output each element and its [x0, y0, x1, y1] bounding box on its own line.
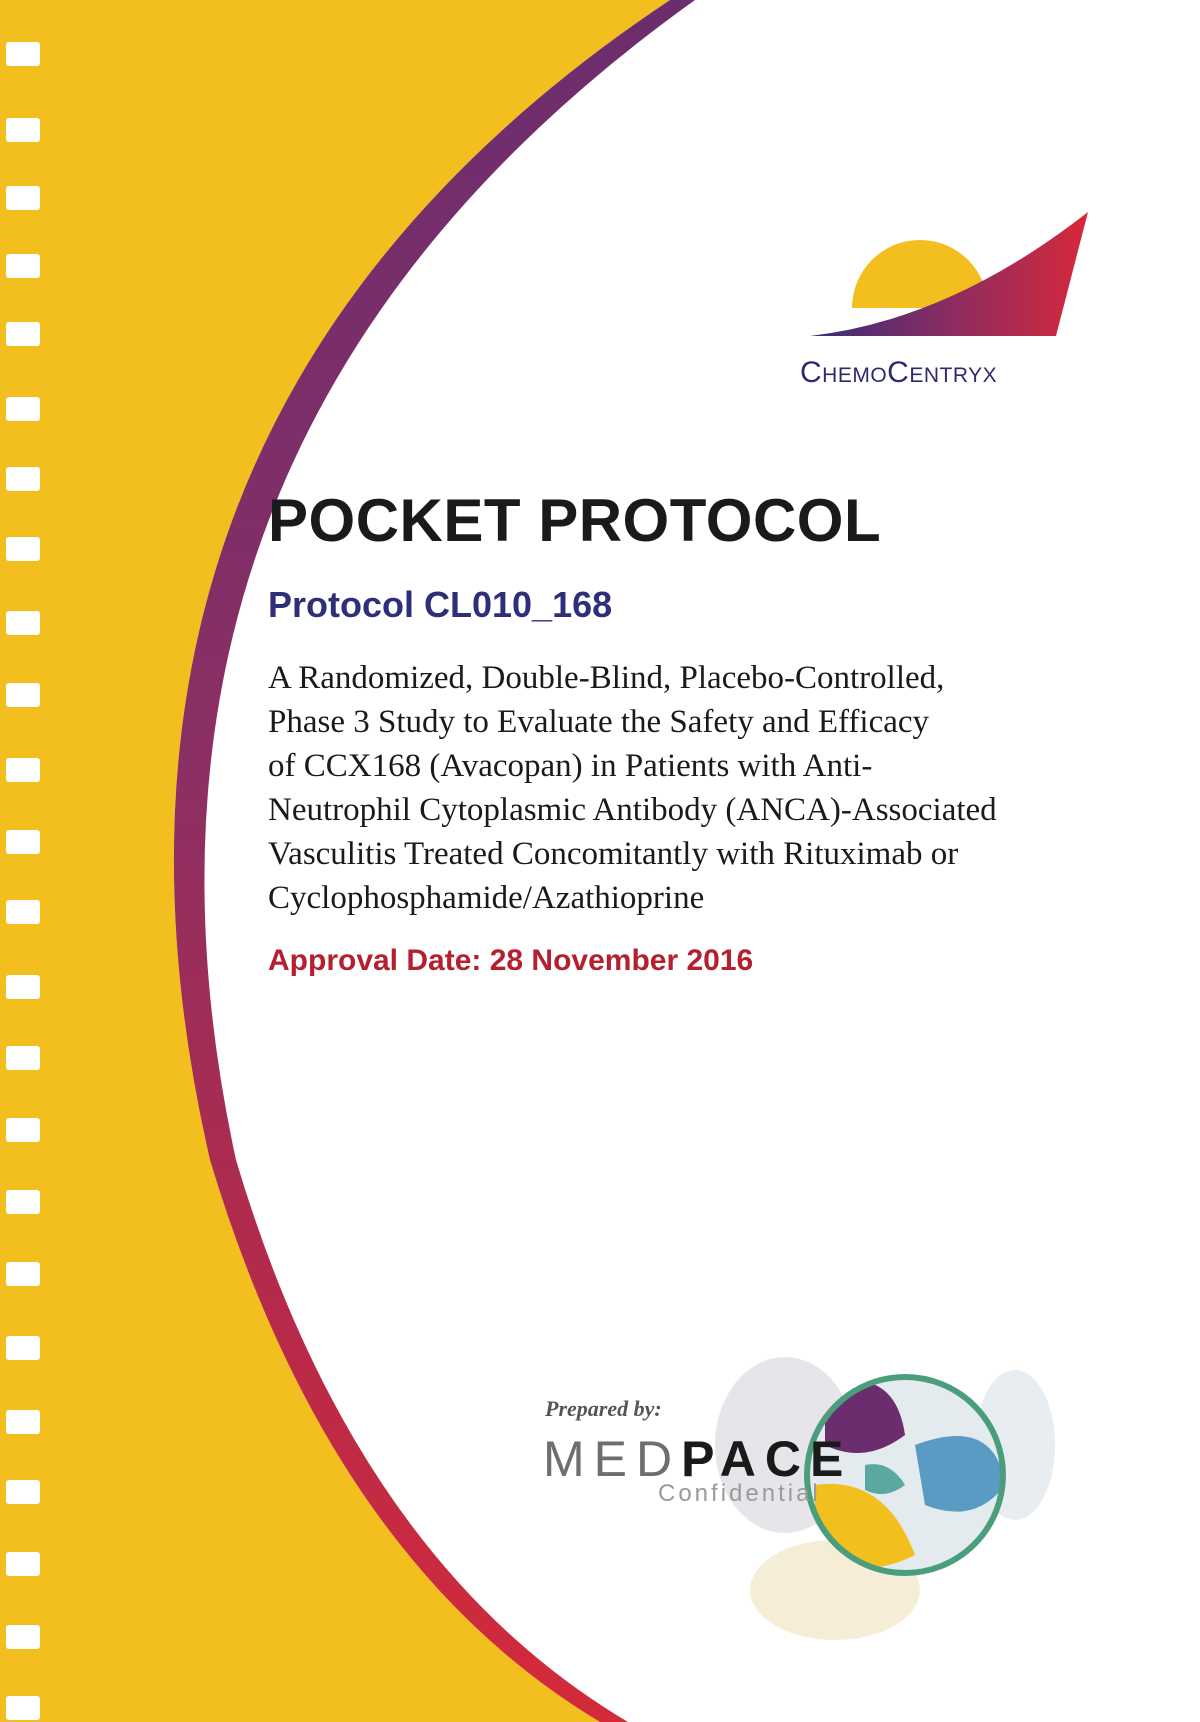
confidential-label: Confidential: [658, 1480, 821, 1507]
chemocentryx-logo-icon: [780, 200, 1100, 350]
chemocentryx-logo: [780, 200, 1100, 400]
page-title: POCKET PROTOCOL: [268, 487, 882, 554]
brand-name: ChemoCentryx: [800, 356, 998, 389]
description-line: Cyclophosphamide/Azathioprine: [268, 880, 705, 916]
medpace-light: MED: [543, 1431, 682, 1487]
approval-date: Approval Date: 28 November 2016: [268, 944, 754, 977]
description-line: Neutrophil Cytoplasmic Antibody (ANCA)-Associated: [268, 792, 997, 828]
prepared-by-label: Prepared by:: [545, 1396, 662, 1421]
study-description: [268, 656, 1088, 920]
binding-holes: [0, 0, 60, 1722]
description-line: Vasculitis Treated Concomitantly with Rituximab or: [268, 836, 959, 872]
protocol-number: Protocol CL010_168: [268, 584, 613, 625]
description-line: A Randomized, Double-Blind, Placebo-Controlled,: [268, 660, 945, 696]
description-line: Phase 3 Study to Evaluate the Safety and Efficacy: [268, 704, 930, 740]
medpace-bold: PACE: [681, 1431, 853, 1487]
description-line: of CCX168 (Avacopan) in Patients with Anti-: [268, 748, 873, 784]
